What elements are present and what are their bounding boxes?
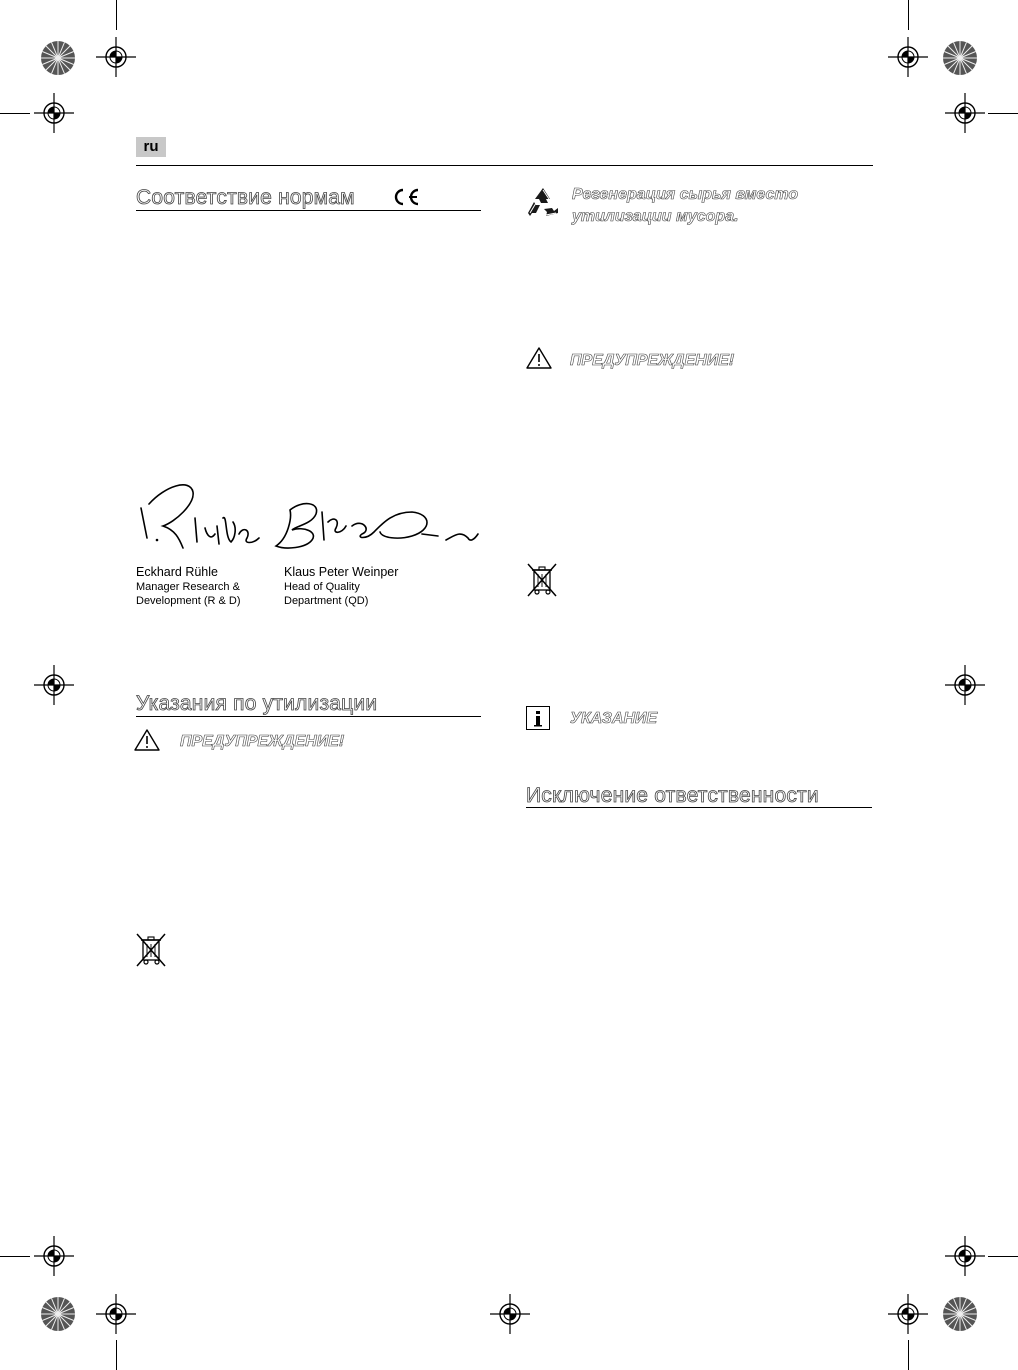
warning-icon xyxy=(134,729,160,751)
registration-mark-icon xyxy=(490,1294,530,1334)
warning-icon xyxy=(526,347,552,369)
header-rule xyxy=(136,165,873,166)
registration-mark-icon xyxy=(945,665,985,705)
crop-mark xyxy=(116,0,117,30)
conformity-heading: Соответствие нормам xyxy=(136,186,355,209)
crop-mark xyxy=(908,0,909,30)
crop-mark xyxy=(0,113,30,114)
registration-mark-icon xyxy=(945,1236,985,1276)
crop-mark xyxy=(116,1340,117,1370)
language-badge: ru xyxy=(136,137,166,157)
warning-label: ПРЕДУПРЕЖДЕНИЕ! xyxy=(570,352,735,369)
ce-mark-icon xyxy=(392,187,422,207)
liability-heading: Исключение ответственности xyxy=(526,784,819,807)
disposal-rule xyxy=(136,716,481,717)
weee-bin-icon xyxy=(135,932,167,968)
signatory-2-role: Department (QD) xyxy=(284,595,369,607)
crop-mark xyxy=(0,1256,30,1257)
signatory-1-role: Development (R & D) xyxy=(136,595,241,607)
conformity-rule xyxy=(136,210,481,211)
liability-rule xyxy=(526,807,872,808)
registration-mark-icon xyxy=(34,93,74,133)
color-target-icon xyxy=(38,1294,78,1334)
registration-mark-icon xyxy=(34,1236,74,1276)
signatory-2-name: Klaus Peter Weinper xyxy=(284,565,399,579)
recycling-label: утилизации мусора. xyxy=(572,208,739,225)
registration-mark-icon xyxy=(945,93,985,133)
signatory-2-role: Head of Quality xyxy=(284,581,360,593)
crop-mark xyxy=(908,1340,909,1370)
crop-mark xyxy=(988,1256,1018,1257)
registration-mark-icon xyxy=(96,1294,136,1334)
registration-mark-icon xyxy=(96,37,136,77)
color-target-icon xyxy=(940,1294,980,1334)
signature-ruehle-image xyxy=(135,478,275,558)
registration-mark-icon xyxy=(888,1294,928,1334)
crop-mark xyxy=(988,113,1018,114)
warning-label: ПРЕДУПРЕЖДЕНИЕ! xyxy=(180,733,345,750)
note-label: УКАЗАНИЕ xyxy=(570,710,658,727)
recycling-icon xyxy=(524,185,562,221)
signature-weinper-image xyxy=(262,490,482,560)
signatory-1-role: Manager Research & xyxy=(136,581,240,593)
disposal-heading: Указания по утилизации xyxy=(136,692,378,715)
weee-bin-icon xyxy=(526,562,558,598)
color-target-icon xyxy=(940,38,980,78)
signatory-1-name: Eckhard Rühle xyxy=(136,565,218,579)
info-icon xyxy=(526,706,550,730)
registration-mark-icon xyxy=(34,665,74,705)
color-target-icon xyxy=(38,38,78,78)
registration-mark-icon xyxy=(888,37,928,77)
recycling-label: Регенерация сырья вместо xyxy=(572,186,799,203)
